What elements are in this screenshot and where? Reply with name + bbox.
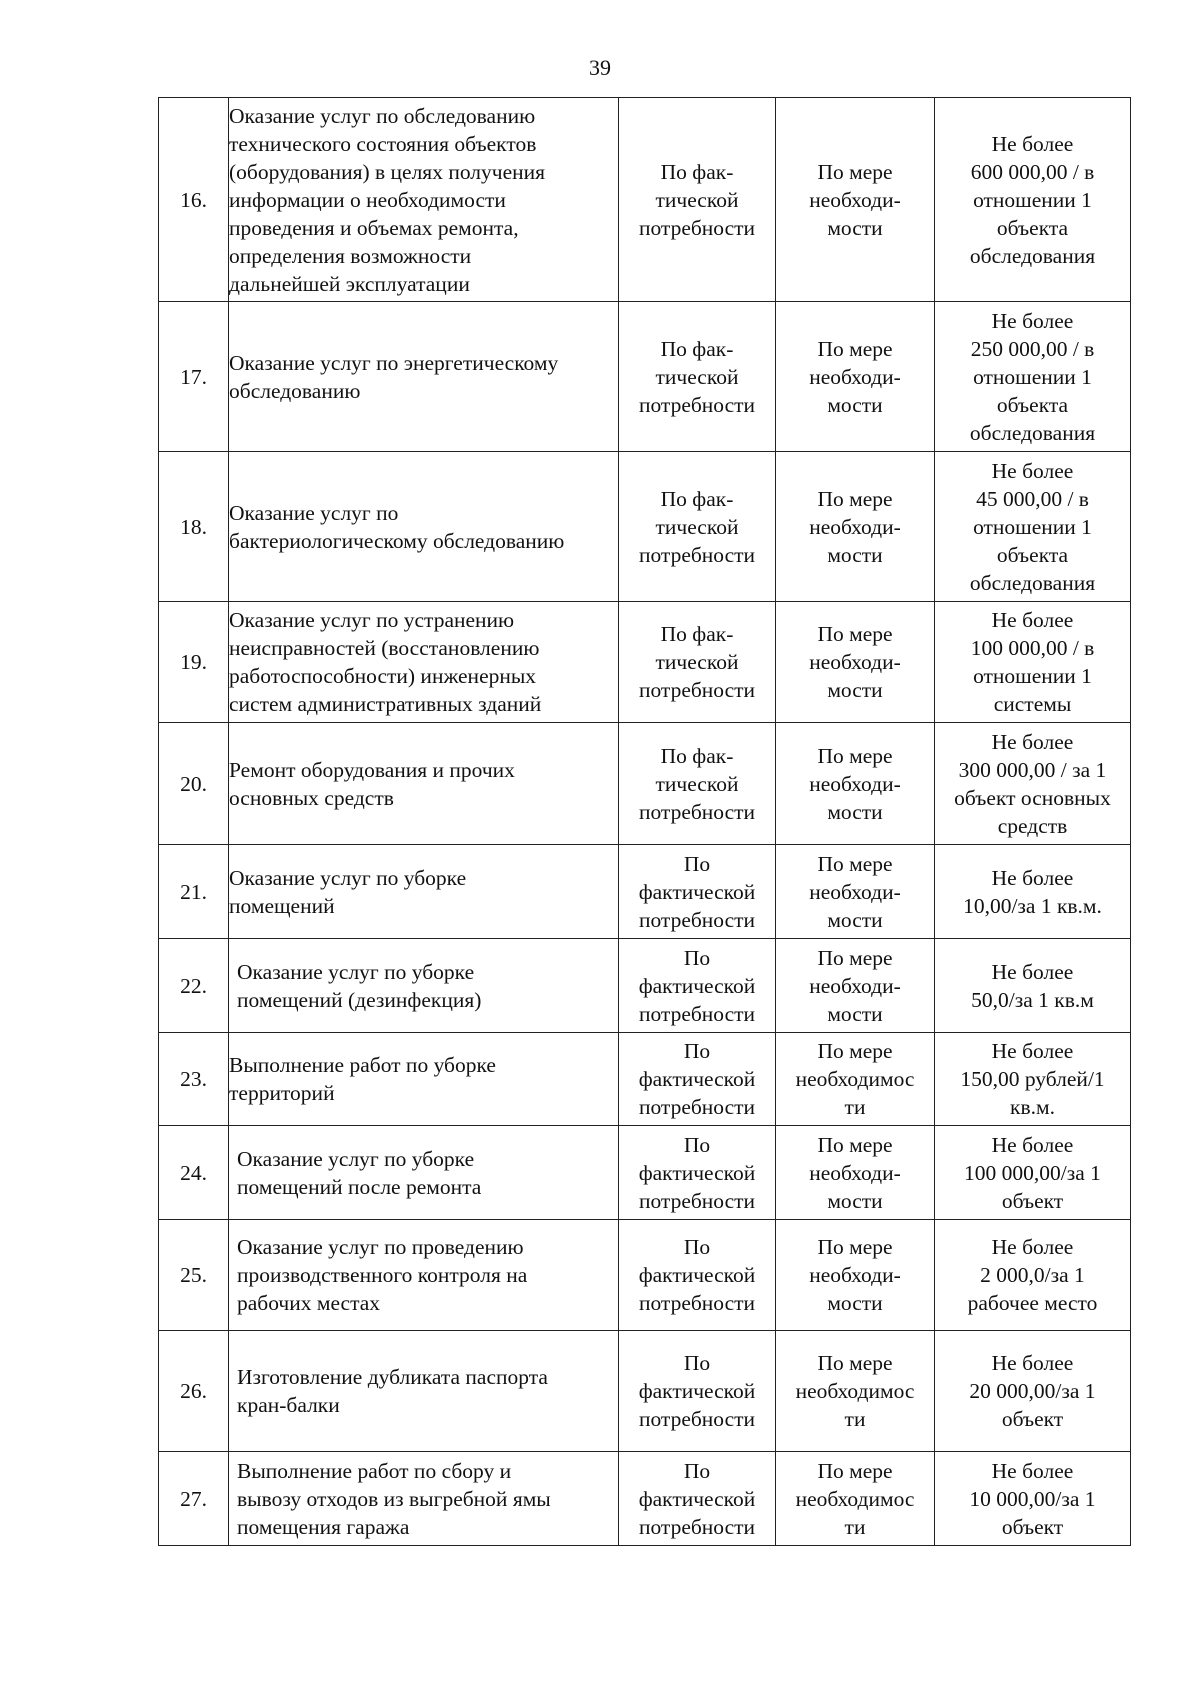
price-cell: Не более 100 000,00 / в отношении 1 системы [935, 602, 1131, 723]
price-cell: Не более 45 000,00 / в отношении 1 объекта обследования [935, 452, 1131, 602]
frequency-cell: По мере необходимос ти [776, 1452, 935, 1546]
volume-cell: По фактической потребности [619, 1452, 776, 1546]
price-cell: Не более 600 000,00 / в отношении 1 объекта обследования [935, 98, 1131, 302]
price-cell: Не более 20 000,00/за 1 объект [935, 1331, 1131, 1452]
volume-cell: По фактической потребности [619, 1220, 776, 1331]
volume-cell: По фактической потребности [619, 939, 776, 1033]
price-cell: Не более 2 000,0/за 1 рабочее место [935, 1220, 1131, 1331]
row-number: 20. [159, 723, 229, 845]
volume-cell: По фак- тической потребности [619, 602, 776, 723]
service-description: Выполнение работ по уборке территорий [229, 1033, 619, 1126]
service-description: Оказание услуг по уборке помещений [229, 845, 619, 939]
table-row [159, 1331, 1131, 1452]
service-description: Изготовление дубликата паспорта кран-балки [229, 1331, 619, 1452]
price-cell: Не более 10,00/за 1 кв.м. [935, 845, 1131, 939]
frequency-cell: По мере необходи- мости [776, 939, 935, 1033]
service-description: Оказание услуг по проведению производственного контроля на рабочих местах [229, 1220, 619, 1331]
table-row [159, 302, 1131, 452]
frequency-cell: По мере необходи- мости [776, 602, 935, 723]
service-description: Выполнение работ по сбору и вывозу отходов из выгребной ямы помещения гаража [229, 1452, 619, 1546]
service-description: Оказание услуг по уборке помещений (дезинфекция) [229, 939, 619, 1033]
service-description: Оказание услуг по уборке помещений после ремонта [229, 1126, 619, 1220]
frequency-cell: По мере необходимос ти [776, 1331, 935, 1452]
frequency-cell: По мере необходи- мости [776, 98, 935, 302]
volume-cell: По фактической потребности [619, 1126, 776, 1220]
row-number: 24. [159, 1126, 229, 1220]
volume-cell: По фактической потребности [619, 845, 776, 939]
volume-cell: По фак- тической потребности [619, 452, 776, 602]
row-number: 19. [159, 602, 229, 723]
row-number: 18. [159, 452, 229, 602]
volume-cell: По фактической потребности [619, 1033, 776, 1126]
table-row [159, 1033, 1131, 1126]
row-number: 22. [159, 939, 229, 1033]
table-row [159, 939, 1131, 1033]
price-cell: Не более 100 000,00/за 1 объект [935, 1126, 1131, 1220]
service-description: Оказание услуг по обследованию технического состояния объектов (оборудования) в целях получения информации о необходимости проведения и объемах ремонта, определения возможности дальнейшей эксплуатации [229, 98, 619, 302]
row-number: 17. [159, 302, 229, 452]
volume-cell: По фактической потребности [619, 1331, 776, 1452]
table-row [159, 602, 1131, 723]
volume-cell: По фак- тической потребности [619, 302, 776, 452]
services-table [158, 97, 1131, 1546]
row-number: 21. [159, 845, 229, 939]
frequency-cell: По мере необходимос ти [776, 1033, 935, 1126]
table-row [159, 723, 1131, 845]
table-row [159, 98, 1131, 302]
service-description: Ремонт оборудования и прочих основных средств [229, 723, 619, 845]
page-number: 39 [589, 55, 611, 80]
row-number: 16. [159, 98, 229, 302]
frequency-cell: По мере необходи- мости [776, 1220, 935, 1331]
price-cell: Не более 300 000,00 / за 1 объект основных средств [935, 723, 1131, 845]
table-row [159, 1220, 1131, 1331]
frequency-cell: По мере необходи- мости [776, 452, 935, 602]
table-row [159, 845, 1131, 939]
table-row [159, 1126, 1131, 1220]
price-cell: Не более 50,0/за 1 кв.м [935, 939, 1131, 1033]
service-description: Оказание услуг по энергетическому обследованию [229, 302, 619, 452]
row-number: 23. [159, 1033, 229, 1126]
frequency-cell: По мере необходи- мости [776, 302, 935, 452]
row-number: 26. [159, 1331, 229, 1452]
frequency-cell: По мере необходи- мости [776, 1126, 935, 1220]
row-number: 27. [159, 1452, 229, 1546]
frequency-cell: По мере необходи- мости [776, 845, 935, 939]
table-row [159, 1452, 1131, 1546]
frequency-cell: По мере необходи- мости [776, 723, 935, 845]
table-row [159, 452, 1131, 602]
price-cell: Не более 10 000,00/за 1 объект [935, 1452, 1131, 1546]
price-cell: Не более 150,00 рублей/1 кв.м. [935, 1033, 1131, 1126]
service-description: Оказание услуг по бактериологическому обследованию [229, 452, 619, 602]
volume-cell: По фак- тической потребности [619, 723, 776, 845]
price-cell: Не более 250 000,00 / в отношении 1 объекта обследования [935, 302, 1131, 452]
service-description: Оказание услуг по устранению неисправностей (восстановлению работоспособности) инженерных систем административных зданий [229, 602, 619, 723]
row-number: 25. [159, 1220, 229, 1331]
volume-cell: По фак- тической потребности [619, 98, 776, 302]
